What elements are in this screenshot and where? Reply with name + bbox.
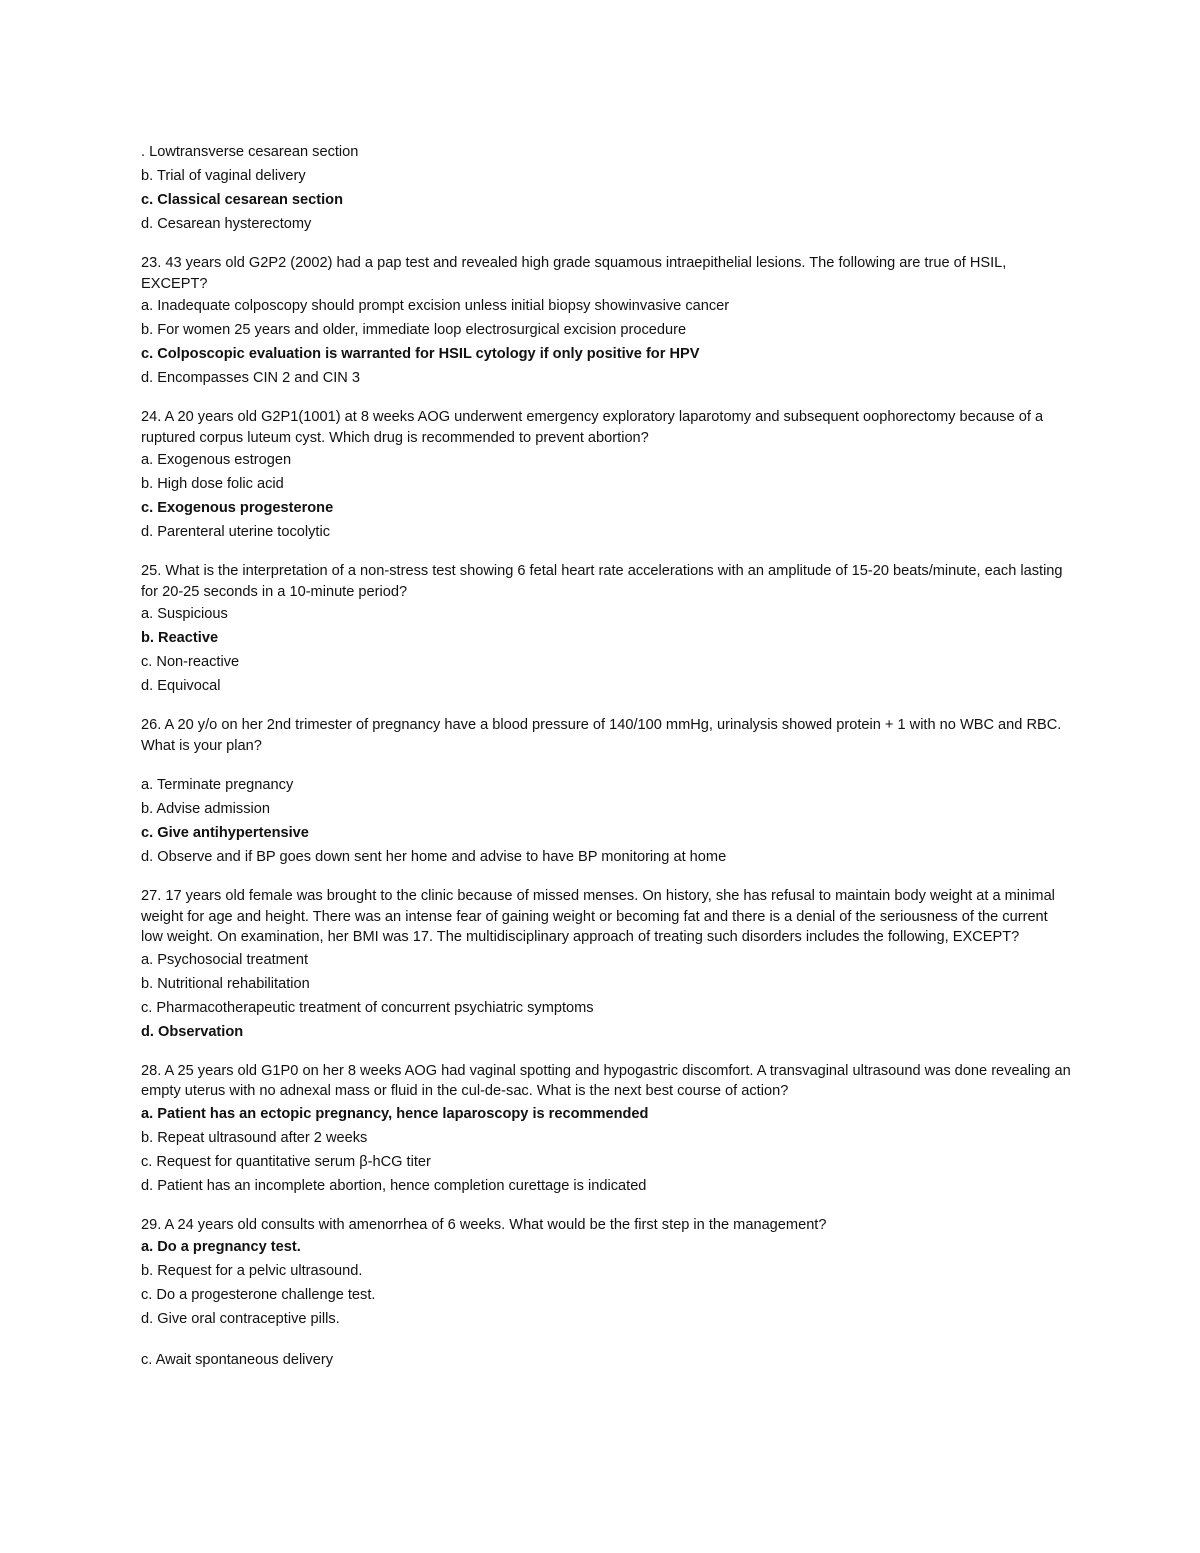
option-d: d. Encompasses CIN 2 and CIN 3 bbox=[141, 370, 361, 386]
question-23 bbox=[141, 253, 1071, 390]
option-d: d. Give oral contraceptive pills. bbox=[141, 1311, 340, 1327]
question-stem: 23. 43 years old G2P2 (2002) had a pap test and revealed high grade squamous intraepithelial lesions. The following are true of HSIL, EXCEPT? bbox=[141, 255, 1007, 292]
option-c-answer: c. Classical cesarean section bbox=[141, 192, 344, 208]
option-b: b. Advise admission bbox=[141, 801, 270, 817]
option-a-answer: a. Do a pregnancy test. bbox=[141, 1239, 301, 1255]
question-stem: 27. 17 years old female was brought to the clinic because of missed menses. On history, she has refusal to maintain body weight at a minimal weight for age and height. There was an intense fear of gaining weight or becoming fat and there is a denial of the seriousness of the current low weight. On examination, her BMI was 17. The multidisciplinary approach of treating such disorders includes the following, EXCEPT? bbox=[141, 888, 1055, 945]
question-stem: 24. A 20 years old G2P1(1001) at 8 weeks AOG underwent emergency exploratory laparotomy and subsequent oophorectomy because of a ruptured corpus luteum cyst. Which drug is recommended to prevent abortion? bbox=[141, 409, 1044, 446]
option-b: b. Nutritional rehabilitation bbox=[141, 975, 310, 992]
option-b-answer: b. Reactive bbox=[141, 630, 219, 646]
option-b: b. Request for a pelvic ultrasound. bbox=[141, 1263, 363, 1279]
question-stem: 29. A 24 years old consults with amenorrhea of 6 weeks. What would be the first step in the management? bbox=[141, 1216, 827, 1233]
question-stem: 26. A 20 y/o on her 2nd trimester of pregnancy have a blood pressure of 140/100 mmHg, urinalysis showed protein + 1 with no WBC and RBC. What is your plan? bbox=[141, 717, 1062, 754]
question-stem: 28. A 25 years old G1P0 on her 8 weeks AOG had vaginal spotting and hypogastric discomfort. A transvaginal ultrasound was done revealing an empty uterus with no adnexal mass or fluid in the cul-de-sac. What is the next best course of action? bbox=[141, 1062, 1071, 1099]
option-d-answer: d. Observation bbox=[141, 1023, 244, 1040]
option-c-answer: c. Exogenous progesterone bbox=[141, 500, 334, 516]
question-25 bbox=[141, 561, 1071, 698]
question-24 bbox=[141, 407, 1071, 544]
option-b: b. For women 25 years and older, immediate loop electrosurgical excision procedure bbox=[141, 322, 687, 338]
option-d: d. Equivocal bbox=[141, 678, 221, 694]
option-d: d. Patient has an incomplete abortion, hence completion curettage is indicated bbox=[141, 1177, 647, 1194]
option-a: a. Exogenous estrogen bbox=[141, 452, 292, 468]
option-a: a. Psychosocial treatment bbox=[141, 951, 309, 968]
option-a: a. Inadequate colposcopy should prompt excision unless initial biopsy showinvasive cancer bbox=[141, 298, 730, 314]
option-b: b. Trial of vaginal delivery bbox=[141, 168, 306, 184]
option-c: c. Request for quantitative serum β-hCG titer bbox=[141, 1153, 431, 1170]
option-d: d. Parenteral uterine tocolytic bbox=[141, 524, 331, 540]
option-a: . Lowtransverse cesarean section bbox=[141, 144, 359, 160]
option-d: d. Cesarean hysterectomy bbox=[141, 216, 312, 232]
question-list bbox=[141, 140, 1071, 1372]
question-28 bbox=[141, 1061, 1071, 1198]
question-27 bbox=[141, 886, 1071, 1044]
option-d: d. Observe and if BP goes down sent her home and advise to have BP monitoring at home bbox=[141, 849, 727, 865]
question-26 bbox=[141, 715, 1071, 869]
trailing-option: c. Await spontaneous delivery bbox=[141, 1352, 333, 1368]
option-a: a. Suspicious bbox=[141, 606, 228, 622]
blank-line bbox=[141, 756, 1071, 773]
option-a-answer: a. Patient has an ectopic pregnancy, hence laparoscopy is recommended bbox=[141, 1105, 649, 1122]
option-c: c. Do a progesterone challenge test. bbox=[141, 1287, 376, 1303]
option-c-answer: c. Colposcopic evaluation is warranted for HSIL cytology if only positive for HPV bbox=[141, 346, 700, 362]
option-c: c. Non-reactive bbox=[141, 654, 240, 670]
question-22 bbox=[141, 140, 1071, 236]
option-b: b. High dose folic acid bbox=[141, 476, 284, 492]
question-stem: 25. What is the interpretation of a non-stress test showing 6 fetal heart rate accelerations with an amplitude of 15-20 beats/minute, each lasting for 20-25 seconds in a 10-minute period? bbox=[141, 563, 1063, 600]
option-c: c. Pharmacotherapeutic treatment of concurrent psychiatric symptoms bbox=[141, 999, 594, 1016]
option-b: b. Repeat ultrasound after 2 weeks bbox=[141, 1129, 368, 1146]
option-a: a. Terminate pregnancy bbox=[141, 777, 294, 793]
option-c-answer: c. Give antihypertensive bbox=[141, 825, 309, 841]
question-29 bbox=[141, 1215, 1071, 1332]
